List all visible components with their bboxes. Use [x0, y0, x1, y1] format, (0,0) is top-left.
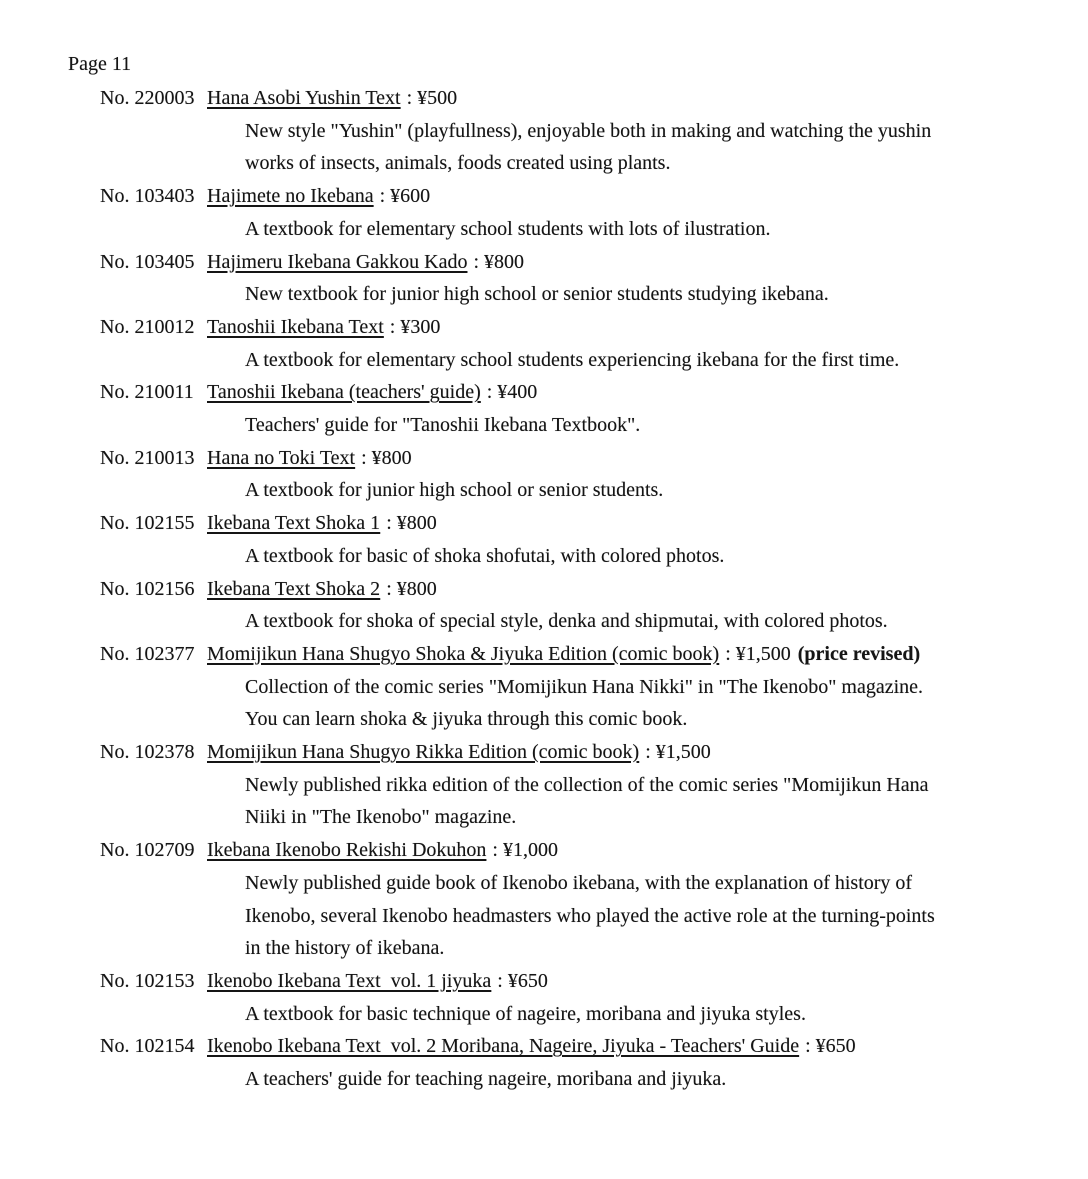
item-description: Newly published rikka edition of the collection of the comic series "Momijikun Hana [245, 773, 929, 796]
item-description: Teachers' guide for "Tanoshii Ikebana Textbook". [245, 414, 641, 437]
item-description: A teachers' guide for teaching nageire, moribana and jiyuka. [245, 1068, 727, 1091]
item-description: Niiki in "The Ikenobo" magazine. [245, 806, 517, 829]
catalog-entry [0, 965, 1020, 1030]
catalog-entry [0, 573, 1020, 638]
item-price: : ¥650 [497, 969, 548, 992]
catalog-entry [0, 507, 1020, 572]
item-title: Ikenobo Ikebana Text vol. 2 Moribana, Nageire, Jiyuka - Teachers' Guide [207, 1035, 800, 1058]
entry-heading [0, 573, 1020, 606]
entry-heading [0, 1030, 1020, 1063]
item-number: No. 102154 [100, 1035, 195, 1058]
item-description: in the history of ikebana. [245, 937, 445, 960]
item-price: : ¥650 [805, 1035, 856, 1058]
item-number: No. 210013 [100, 446, 195, 469]
catalog-page [0, 50, 1088, 1179]
item-title: Tanoshii Ikebana Text [207, 315, 384, 338]
entry-heading [0, 736, 1020, 769]
item-title: Momijikun Hana Shugyo Rikka Edition (comic book) [207, 741, 640, 764]
item-title: Tanoshii Ikebana (teachers' guide) [207, 381, 481, 404]
item-description: You can learn shoka & jiyuka through this comic book. [245, 708, 688, 731]
item-number: No. 103403 [100, 185, 195, 208]
item-description: New style "Yushin" (playfullness), enjoyable both in making and watching the yushin [245, 119, 932, 142]
item-number: No. 102709 [100, 839, 195, 862]
item-title: Ikebana Text Shoka 1 [207, 512, 381, 535]
item-description: Ikenobo, several Ikenobo headmasters who played the active role at the turning-points [245, 904, 935, 927]
item-price: : ¥300 [389, 315, 441, 338]
item-number: No. 102153 [100, 969, 195, 992]
entry-heading [0, 834, 1020, 867]
entry-heading [0, 246, 1020, 279]
catalog-entry [0, 376, 1020, 441]
item-description: A textbook for shoka of special style, denka and shipmutai, with colored photos. [245, 610, 888, 633]
catalog-entry [0, 246, 1020, 311]
item-price: : ¥800 [386, 577, 437, 600]
catalog-entry-list [0, 82, 1020, 1096]
item-description: A textbook for elementary school students with lots of ilustration. [245, 217, 771, 240]
item-number: No. 220003 [100, 87, 195, 109]
item-number: No. 102378 [100, 741, 195, 764]
entry-heading [0, 638, 1020, 671]
item-price: : ¥400 [486, 381, 538, 404]
entry-heading [0, 82, 1020, 115]
entry-heading [0, 376, 1020, 409]
item-title: Hajimeru Ikebana Gakkou Kado [207, 250, 468, 273]
item-number: No. 102156 [100, 577, 195, 600]
price-revised-note: (price revised) [797, 642, 921, 665]
item-description: A textbook for basic of shoka shofutai, with colored photos. [245, 544, 725, 567]
item-number: No. 102155 [100, 512, 195, 535]
catalog-entry [0, 82, 1020, 180]
entry-heading [0, 311, 1020, 344]
item-description: A textbook for elementary school students experiencing ikebana for the first time. [245, 348, 900, 371]
entry-heading [0, 965, 1020, 998]
item-title: Hajimete no Ikebana [207, 185, 374, 208]
item-title: Hana Asobi Yushin Text [207, 87, 401, 109]
item-title: Ikebana Ikenobo Rekishi Dokuhon [207, 839, 487, 862]
item-price: : ¥1,500 [645, 741, 711, 764]
item-price: : ¥1,000 [492, 839, 558, 862]
entry-heading [0, 442, 1020, 475]
item-title: Hana no Toki Text [207, 446, 356, 469]
item-price: : ¥500 [406, 87, 458, 109]
item-price: : ¥800 [361, 446, 412, 469]
catalog-entry [0, 180, 1020, 245]
entry-heading [0, 507, 1020, 540]
item-description: New textbook for junior high school or senior students studying ikebana. [245, 283, 829, 306]
item-title: Ikebana Text Shoka 2 [207, 577, 381, 600]
item-number: No. 103405 [100, 250, 195, 273]
item-description: works of insects, animals, foods created using plants. [245, 152, 671, 175]
item-price: : ¥1,500 [725, 642, 791, 665]
catalog-entry [0, 834, 1020, 965]
catalog-entry [0, 442, 1020, 507]
item-title: Ikenobo Ikebana Text vol. 1 jiyuka [207, 969, 492, 992]
catalog-entry [0, 638, 1020, 736]
item-number: No. 102377 [100, 642, 195, 665]
item-description: Collection of the comic series "Momijikun Hana Nikki" in "The Ikenobo" magazine. [245, 675, 924, 698]
catalog-entry [0, 311, 1020, 376]
item-title: Momijikun Hana Shugyo Shoka & Jiyuka Edition (comic book) [207, 642, 720, 665]
item-number: No. 210011 [100, 381, 194, 404]
item-number: No. 210012 [100, 315, 195, 338]
item-price: : ¥600 [379, 185, 431, 208]
entry-heading [0, 180, 1020, 213]
item-description: A textbook for junior high school or senior students. [245, 479, 664, 502]
item-price: : ¥800 [386, 512, 437, 535]
page-number: Page 11 [68, 53, 132, 75]
item-price: : ¥800 [473, 250, 525, 273]
catalog-entry [0, 736, 1020, 834]
catalog-entry [0, 1030, 1020, 1095]
item-description: Newly published guide book of Ikenobo ikebana, with the explanation of history of [245, 871, 913, 894]
item-description: A textbook for basic technique of nageire, moribana and jiyuka styles. [245, 1002, 806, 1025]
